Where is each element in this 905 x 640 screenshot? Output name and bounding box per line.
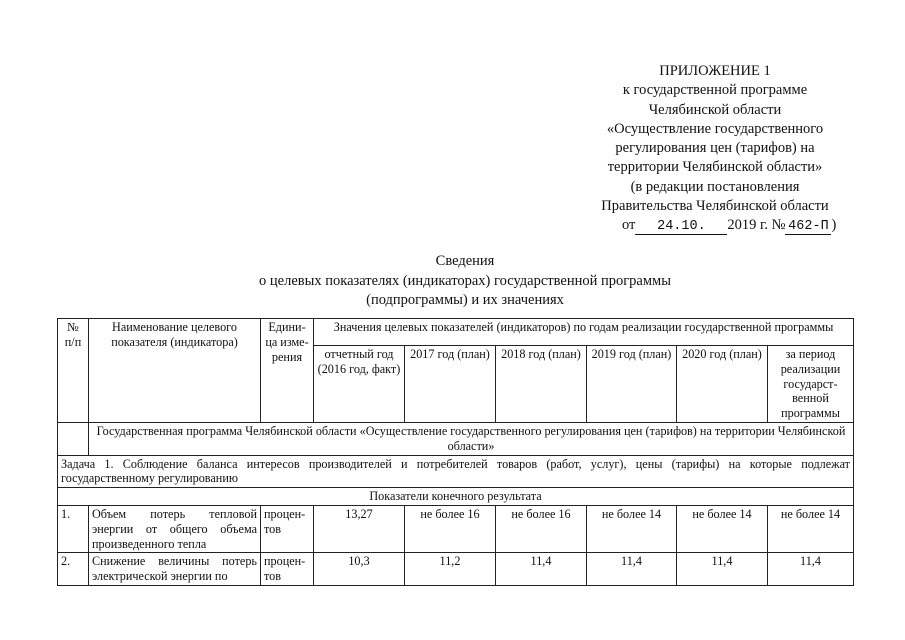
appendix-line: территории Челябинской области» [607, 159, 823, 176]
document-heading [200, 252, 730, 311]
appendix-line: регулирования цен (тарифов) на [615, 140, 815, 157]
program-title: Государственная программа Челябинской области «Осуществление государственного регулирования цен (тарифов) на территории Челябинской области» [89, 422, 854, 455]
close-paren: ) [831, 217, 837, 234]
row-value: 10,3 [314, 553, 405, 586]
heading-title: Сведения [435, 253, 495, 269]
appendix-line: (в редакции постановления [630, 178, 800, 195]
row-unit: процен-тов [261, 553, 314, 586]
row-num: 1. [58, 505, 89, 552]
appendix-date-line [622, 216, 870, 235]
year-text: 2019 г. № [727, 217, 786, 234]
header-year-2020: 2020 год (план) [677, 346, 768, 423]
header-year-2019: 2019 год (план) [587, 346, 677, 423]
appendix-line: Челябинской области [648, 101, 782, 118]
header-year-2016: отчетный год (2016 год, факт) [314, 346, 405, 423]
row-value: 11,2 [405, 553, 496, 586]
row-name: Снижение величины потерь электрической энергии по [89, 553, 261, 586]
appendix-line: к государственной программе [622, 82, 808, 99]
row-value: 11,4 [677, 553, 768, 586]
table-row [58, 505, 854, 552]
date-value: 24.10. [635, 219, 727, 235]
task-title: Задача 1. Соблюдение баланса интересов производителей и потребителей товаров (работ, услуг), цены (тарифы) на которые подлежат государственному регулированию [58, 455, 854, 488]
row-value: не более 14 [587, 505, 677, 552]
indicators-table [57, 318, 854, 586]
appendix-block [560, 62, 870, 236]
appendix-line: «Осуществление государственного [606, 120, 824, 137]
header-year-2017: 2017 год (план) [405, 346, 496, 423]
row-unit: процен-тов [261, 505, 314, 552]
date-prefix: от [622, 217, 636, 234]
row-value: 13,27 [314, 505, 405, 552]
row-value: 11,4 [496, 553, 587, 586]
row-value: не более 14 [677, 505, 768, 552]
heading-subtitle-2: (подпрограммы) и их значениях [366, 292, 564, 308]
row-value: не более 16 [405, 505, 496, 552]
row-value: 11,4 [768, 553, 854, 586]
program-num-cell [58, 422, 89, 455]
row-value: не более 14 [768, 505, 854, 552]
header-values-group: Значения целевых показателей (индикаторов) по годам реализации государственной программы [314, 319, 854, 346]
row-num: 2. [58, 553, 89, 586]
row-value: 11,4 [587, 553, 677, 586]
heading-subtitle: о целевых показателях (индикаторах) государственной программы [259, 272, 671, 289]
header-year-2018: 2018 год (план) [496, 346, 587, 423]
header-num: № п/п [58, 319, 89, 423]
header-name: Наименование целевого показателя (индикатора) [89, 319, 261, 423]
table-row [58, 553, 854, 586]
header-period: за период реализации государст-венной программы [768, 346, 854, 423]
appendix-line: Правительства Челябинской области [601, 198, 829, 215]
header-unit: Едини-ца изме-рения [261, 319, 314, 423]
row-value: не более 16 [496, 505, 587, 552]
row-name: Объем потерь тепловой энергии от общего объема произведенного тепла [89, 505, 261, 552]
section-title: Показатели конечного результата [58, 488, 854, 506]
document-number: 462-П [785, 219, 831, 235]
appendix-title: ПРИЛОЖЕНИЕ 1 [659, 63, 771, 79]
